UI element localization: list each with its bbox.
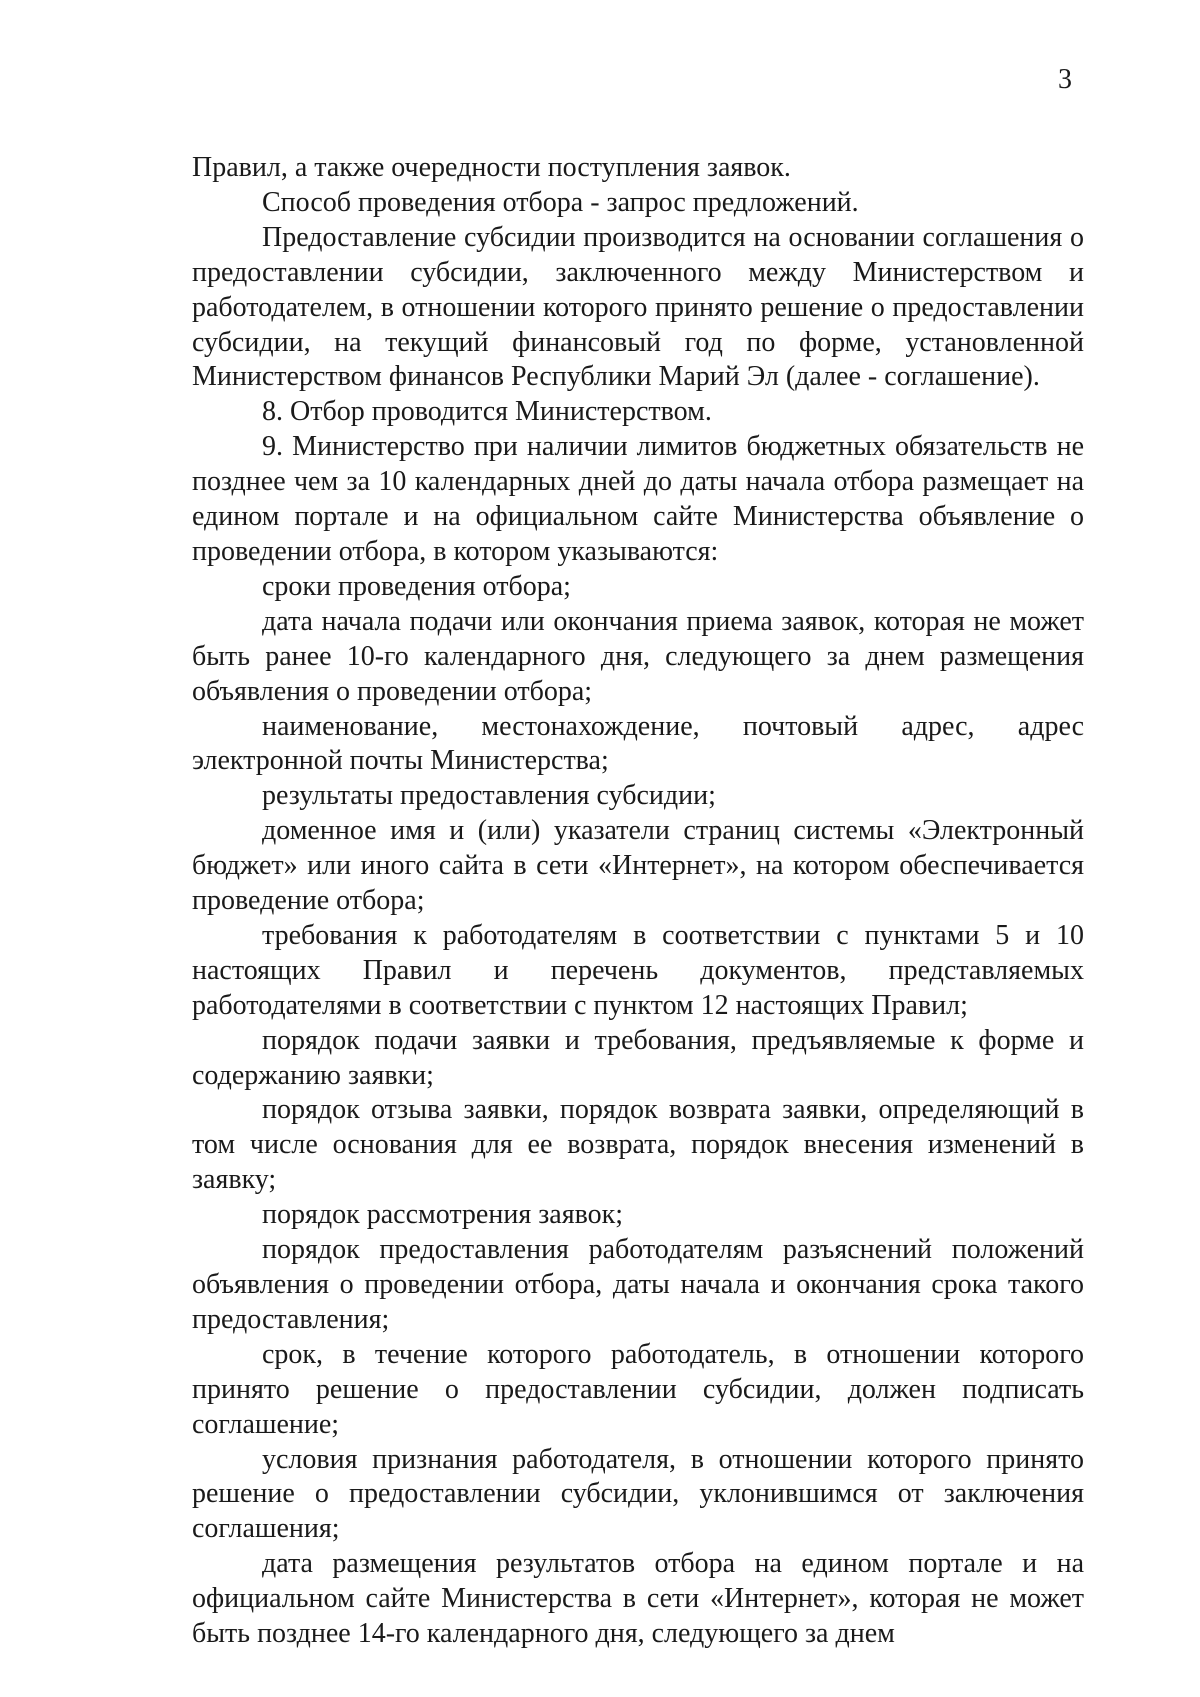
paragraph-continuation: Правил, а также очередности поступления заявок.	[192, 152, 791, 183]
list-item-results-publication: дата размещения результатов отбора на едином портале и на официальном сайте Министерства в сети «Интернет», которая не может быть позднее 14-го календарного дня, следующего за днем	[192, 1548, 1084, 1650]
document-body	[192, 151, 1084, 1652]
list-item-withdrawal-procedure: порядок отзыва заявки, порядок возврата заявки, определяющий в том числе основания для ее возврата, порядок внесения изменений в заявку;	[192, 1094, 1084, 1196]
list-item-evasion-conditions: условия признания работодателя, в отношении которого принято решение о предоставлении субсидии, уклонившимся от заключения соглашения;	[192, 1443, 1084, 1545]
list-item-deadlines: сроки проведения отбора;	[262, 570, 571, 602]
list-item-ministry-contacts: наименование, местонахождение, почтовый адрес, адрес электронной почты Министерства;	[192, 710, 1084, 777]
list-item-application-procedure: порядок подачи заявки и требования, предъявляемые к форме и содержанию заявки;	[192, 1024, 1084, 1091]
list-item-review-procedure: порядок рассмотрения заявок;	[262, 1199, 623, 1231]
list-item-signing-deadline: срок, в течение которого работодатель, в отношении которого принято решение о предоставлении субсидии, должен подписать соглашение;	[192, 1338, 1084, 1440]
paragraph-selection-method: Способ проведения отбора - запрос предложений.	[262, 186, 859, 218]
list-item-clarifications: порядок предоставления работодателям разъяснений положений объявления о проведении отбора, даты начала и окончания срока такого предоставления;	[192, 1234, 1084, 1335]
paragraph-item-8: 8. Отбор проводится Министерством.	[262, 396, 712, 428]
list-item-domain-name: доменное имя и (или) указатели страниц системы «Электронный бюджет» или иного сайта в сети «Интернет», на котором обеспечивается проведение отбора;	[192, 815, 1084, 917]
page-number: 3	[1058, 64, 1072, 95]
list-item-results: результаты предоставления субсидии;	[262, 780, 716, 812]
paragraph-subsidy-agreement: Предоставление субсидии производится на основании соглашения о предоставлении субсидии, заключенного между Министерством и работодателем, в отношении которого принято решение о предоставлении субсидии, на текущий финансовый год по форме, установленной Министерством финансов Республики Марий Эл (далее - соглашение).	[192, 221, 1084, 393]
list-item-application-dates: дата начала подачи или окончания приема заявок, которая не может быть ранее 10-го календарного дня, следующего за днем размещения объявления о проведении отбора;	[192, 605, 1084, 707]
paragraph-item-9: 9. Министерство при наличии лимитов бюджетных обязательств не позднее чем за 10 календарных дней до даты начала отбора размещает на едином портале и на официальном сайте Министерства объявление о проведении отбора, в котором указываются:	[192, 431, 1084, 567]
list-item-employer-requirements: требования к работодателям в соответствии с пунктами 5 и 10 настоящих Правил и перечень документов, представляемых работодателями в соответствии с пунктом 12 настоящих Правил;	[192, 919, 1084, 1021]
